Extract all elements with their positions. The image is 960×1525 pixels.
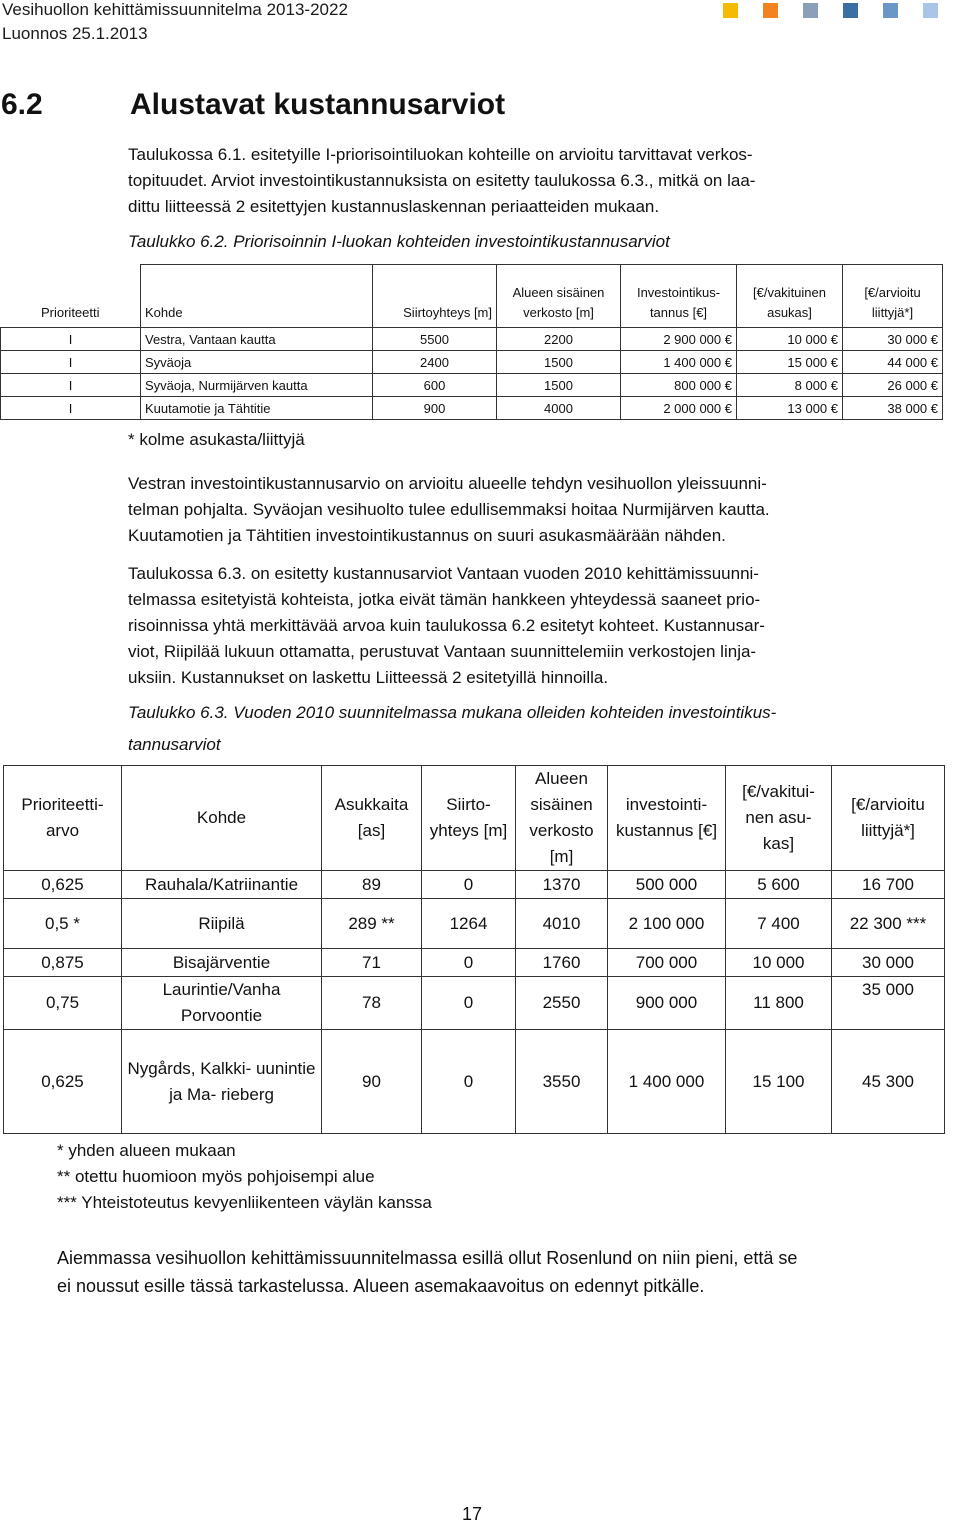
table-6-3 [3, 765, 945, 1134]
para-line: Taulukossa 6.3. on esitetty kustannusarviot Vantaan vuoden 2010 kehittämissuunni- [128, 564, 759, 583]
cell: 289 ** [322, 899, 422, 949]
header-cell: Kohde [122, 766, 322, 871]
header-cell: Prioriteetti- arvo [4, 766, 122, 871]
cell: Syväoja [141, 351, 373, 374]
cell: 1500 [497, 374, 621, 397]
cell: Bisajärventie [122, 949, 322, 977]
para-line: telmassa esitetyistä kohteista, jotka eivät tämän hankkeen yhteydessä saaneet prio- [128, 590, 761, 609]
cell: 5500 [373, 328, 497, 351]
cell: 0,875 [4, 949, 122, 977]
para-line: risoinnissa yhtä merkittävää arvoa kuin taulukossa 6.2 esitetyt kohteet. Kustannusar- [128, 616, 765, 635]
cell: 45 300 [832, 1030, 945, 1134]
cell: 2200 [497, 328, 621, 351]
cell: 2550 [516, 977, 608, 1030]
cell: 0,625 [4, 871, 122, 899]
cell: 4000 [497, 397, 621, 420]
header-cell: Prioriteetti [40, 305, 100, 320]
cell: I [1, 328, 141, 351]
table2-caption-line1: Taulukko 6.3. Vuoden 2010 suunnitelmassa mukana olleiden kohteiden investointikus- [128, 703, 777, 722]
header-cell: Alueen sisäinen verkosto [m] [497, 265, 621, 328]
cell: 10 000 [726, 949, 832, 977]
paragraph-2 [128, 471, 948, 549]
cell: 2 000 000 € [621, 397, 737, 420]
cell: 0 [422, 977, 516, 1030]
table-row [4, 871, 945, 899]
cell: 8 000 € [737, 374, 843, 397]
page-number: 17 [462, 1504, 483, 1524]
cell: 600 [373, 374, 497, 397]
intro-paragraph [128, 142, 948, 220]
cell: 44 000 € [843, 351, 943, 374]
document-title: Vesihuollon kehittämissuunnitelma 2013-2022 [2, 0, 348, 19]
cell: 2 900 000 € [621, 328, 737, 351]
header-cell: Investointikus- tannus [€] [621, 265, 737, 328]
cell: 2 100 000 [608, 899, 726, 949]
cell: 13 000 € [737, 397, 843, 420]
para-line: uksiin. Kustannukset on laskettu Liitteessä 2 esitetyillä hinnoilla. [128, 668, 609, 687]
para-line: Aiemmassa vesihuollon kehittämissuunnitelmassa esillä ollut Rosenlund on niin pieni, että se [57, 1248, 798, 1268]
para-line: viot, Riipilää lukuun ottamatta, perustuvat Vantaan suunnittelemiin verkostojen linja- [128, 642, 757, 661]
final-paragraph [57, 1244, 957, 1300]
header-cell: Alueen sisäinen verkosto [m] [516, 766, 608, 871]
cell: 1500 [497, 351, 621, 374]
cell: 89 [322, 871, 422, 899]
cell: 500 000 [608, 871, 726, 899]
cell: 15 100 [726, 1030, 832, 1134]
cell: 22 300 *** [832, 899, 945, 949]
cell: 7 400 [726, 899, 832, 949]
section-title: Alustavat kustannusarviot [130, 88, 506, 121]
cell: 900 000 [608, 977, 726, 1030]
cell: 5 600 [726, 871, 832, 899]
section-number: 6.2 [1, 88, 43, 121]
intro-line: topituudet. Arviot investointikustannuksista on esitetty taulukossa 6.3., mitkä on laa- [128, 171, 756, 190]
header-cell: [€/vakitui- nen asu- kas] [726, 766, 832, 871]
cell: Kuutamotie ja Tähtitie [141, 397, 373, 420]
cell: 1264 [422, 899, 516, 949]
logo-square-3 [803, 3, 818, 18]
table-6-2 [0, 264, 943, 420]
header-cell: Siirto- yhteys [m] [422, 766, 516, 871]
logo-square-5 [883, 3, 898, 18]
header-cell: Kohde [141, 265, 373, 328]
cell: 1760 [516, 949, 608, 977]
cell: 38 000 € [843, 397, 943, 420]
paragraph-3 [128, 561, 948, 691]
cell: 700 000 [608, 949, 726, 977]
table-row [4, 899, 945, 949]
cell: 1 400 000 [608, 1030, 726, 1134]
cell: I [1, 351, 141, 374]
para-line: ei noussut esille tässä tarkastelussa. Alueen asemakaavoitus on edennyt pitkälle. [57, 1276, 705, 1296]
cell: 0 [422, 949, 516, 977]
cell: 0 [422, 871, 516, 899]
document-date: Luonnos 25.1.2013 [2, 24, 148, 43]
cell: 10 000 € [737, 328, 843, 351]
para-line: Kuutamotien ja Tähtitien investointikustannus on suuri asukasmäärään nähden. [128, 526, 726, 545]
table-row [4, 1030, 945, 1134]
cell: Vestra, Vantaan kautta [141, 328, 373, 351]
cell: Syväoja, Nurmijärven kautta [141, 374, 373, 397]
table-row [4, 977, 945, 1030]
header-cell: [€/vakituinen asukas] [737, 265, 843, 328]
cell: 78 [322, 977, 422, 1030]
cell: 26 000 € [843, 374, 943, 397]
logo-square-6 [923, 3, 938, 18]
cell: 35 000 [832, 977, 945, 1030]
table2-caption-line2: tannusarviot [128, 735, 221, 754]
table-row [1, 351, 943, 374]
cell: Nygårds, Kalkki- uunintie ja Ma- rieberg [122, 1030, 322, 1134]
footnote: ** otettu huomioon myös pohjoisempi alue [57, 1167, 375, 1186]
cell: Riipilä [122, 899, 322, 949]
header-cell: [€/arvioitu liittyjä*] [843, 265, 943, 328]
footnote: *** Yhteistoteutus kevyenliikenteen väylän kanssa [57, 1193, 432, 1212]
table-row [1, 328, 943, 351]
table2-footnotes [57, 1138, 432, 1216]
intro-line: dittu liitteessä 2 esitettyjen kustannuslaskennan periaatteiden mukaan. [128, 197, 660, 216]
table-row [4, 949, 945, 977]
cell: 11 800 [726, 977, 832, 1030]
cell: Laurintie/Vanha Porvoontie [122, 977, 322, 1030]
header-cell: [€/arvioitu liittyjä*] [832, 766, 945, 871]
intro-line: Taulukossa 6.1. esitetyille I-priorisointiluokan kohteille on arvioitu tarvittavat verkos- [128, 145, 753, 164]
cell: I [1, 374, 141, 397]
cell: 2400 [373, 351, 497, 374]
cell: 16 700 [832, 871, 945, 899]
cell: 1370 [516, 871, 608, 899]
cell: Rauhala/Katriinantie [122, 871, 322, 899]
cell: I [1, 397, 141, 420]
logo-square-1 [723, 3, 738, 18]
cell: 0,625 [4, 1030, 122, 1134]
table1-caption: Taulukko 6.2. Priorisoinnin I-luokan kohteiden investointikustannusarviot [128, 232, 670, 251]
logo-square-4 [843, 3, 858, 18]
header-cell: Siirtoyhteys [m] [373, 265, 497, 328]
cell: 0,75 [4, 977, 122, 1030]
table-row [1, 374, 943, 397]
cell: 1 400 000 € [621, 351, 737, 374]
footnote: * yhden alueen mukaan [57, 1141, 236, 1160]
table-row [1, 397, 943, 420]
cell: 30 000 € [843, 328, 943, 351]
cell: 900 [373, 397, 497, 420]
cell: 71 [322, 949, 422, 977]
cell: 30 000 [832, 949, 945, 977]
cell: 800 000 € [621, 374, 737, 397]
logo-square-2 [763, 3, 778, 18]
cell: 90 [322, 1030, 422, 1134]
cell: 0,5 * [4, 899, 122, 949]
cell: 4010 [516, 899, 608, 949]
cell: 3550 [516, 1030, 608, 1134]
para-line: Vestran investointikustannusarvio on arvioitu alueelle tehdyn vesihuollon yleissuunni- [128, 474, 767, 493]
header-cell: investointi- kustannus [€] [608, 766, 726, 871]
cell: 15 000 € [737, 351, 843, 374]
para-line: telman pohjalta. Syväojan vesihuolto tulee edullisemmaksi hoitaa Nurmijärven kautta. [128, 500, 770, 519]
table1-footnote: * kolme asukasta/liittyjä [128, 430, 305, 449]
cell: 0 [422, 1030, 516, 1134]
header-cell: Asukkaita [as] [322, 766, 422, 871]
